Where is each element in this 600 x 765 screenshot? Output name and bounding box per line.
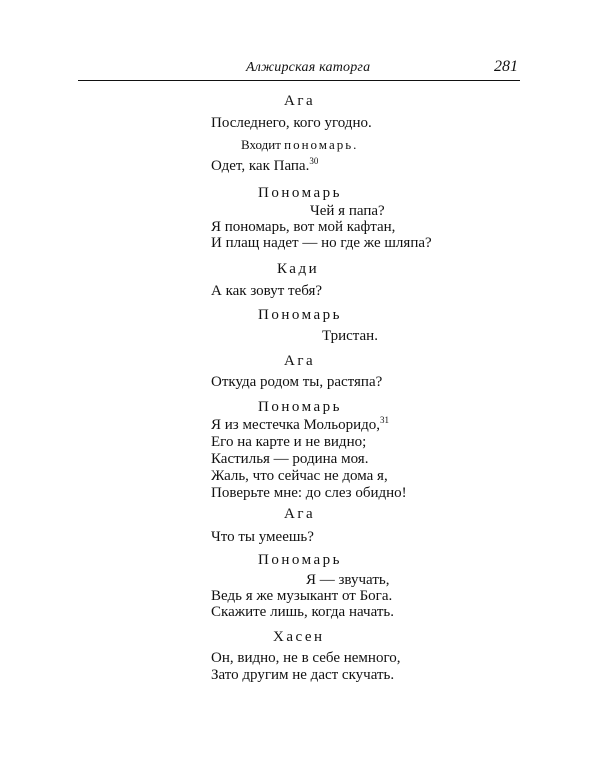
verse-line: Ведь я же музыкант от Бога. xyxy=(211,588,393,604)
verse-line: Его на карте и не видно; xyxy=(211,434,367,450)
verse-text: Одет, как Папа. xyxy=(211,158,310,174)
stage-verb: Входит xyxy=(241,137,281,152)
verse-line: Чей я папа? xyxy=(310,203,385,219)
speaker-name: Кади xyxy=(277,261,320,277)
verse-line xyxy=(211,416,389,434)
running-header xyxy=(78,58,520,81)
verse-line: Откуда родом ты, растяпа? xyxy=(211,374,383,390)
verse-line xyxy=(211,157,318,175)
verse-text: Я из местечка Мольоридо, xyxy=(211,417,380,433)
verse-line: Тристан. xyxy=(322,328,378,344)
speaker-name: Ага xyxy=(284,353,316,369)
stage-subject: пономарь. xyxy=(284,137,359,152)
verse-line: Скажите лишь, когда начать. xyxy=(211,604,394,620)
footnote-marker: 30 xyxy=(309,156,319,166)
speaker-name: Ага xyxy=(284,93,316,109)
verse-line: Последнего, кого угодно. xyxy=(211,115,372,131)
verse-line: Он, видно, не в себе немного, xyxy=(211,650,401,666)
verse-line: Что ты умеешь? xyxy=(211,529,314,545)
speaker-name: Пономарь xyxy=(258,399,342,415)
verse-line: Кастилья — родина моя. xyxy=(211,451,369,467)
verse-line: А как зовут тебя? xyxy=(211,283,323,299)
speaker-name: Пономарь xyxy=(258,552,342,568)
speaker-name: Пономарь xyxy=(258,185,342,201)
verse-line: И плащ надет — но где же шляпа? xyxy=(211,235,432,251)
verse-line: Жаль, что сейчас не дома я, xyxy=(211,468,388,484)
verse-line: Я — звучать, xyxy=(306,572,390,588)
verse-line: Поверьте мне: до слез обидно! xyxy=(211,485,407,501)
footnote-marker: 31 xyxy=(380,415,389,425)
page-number: 281 xyxy=(494,58,518,75)
verse-line: Я пономарь, вот мой кафтан, xyxy=(211,219,396,235)
speaker-name: Ага xyxy=(284,506,316,522)
running-title: Алжирская каторга xyxy=(246,60,371,75)
verse-line: Зато другим не даст скучать. xyxy=(211,667,395,683)
speaker-name: Пономарь xyxy=(258,307,342,323)
stage-direction xyxy=(241,137,358,153)
speaker-name: Хасен xyxy=(273,629,325,645)
